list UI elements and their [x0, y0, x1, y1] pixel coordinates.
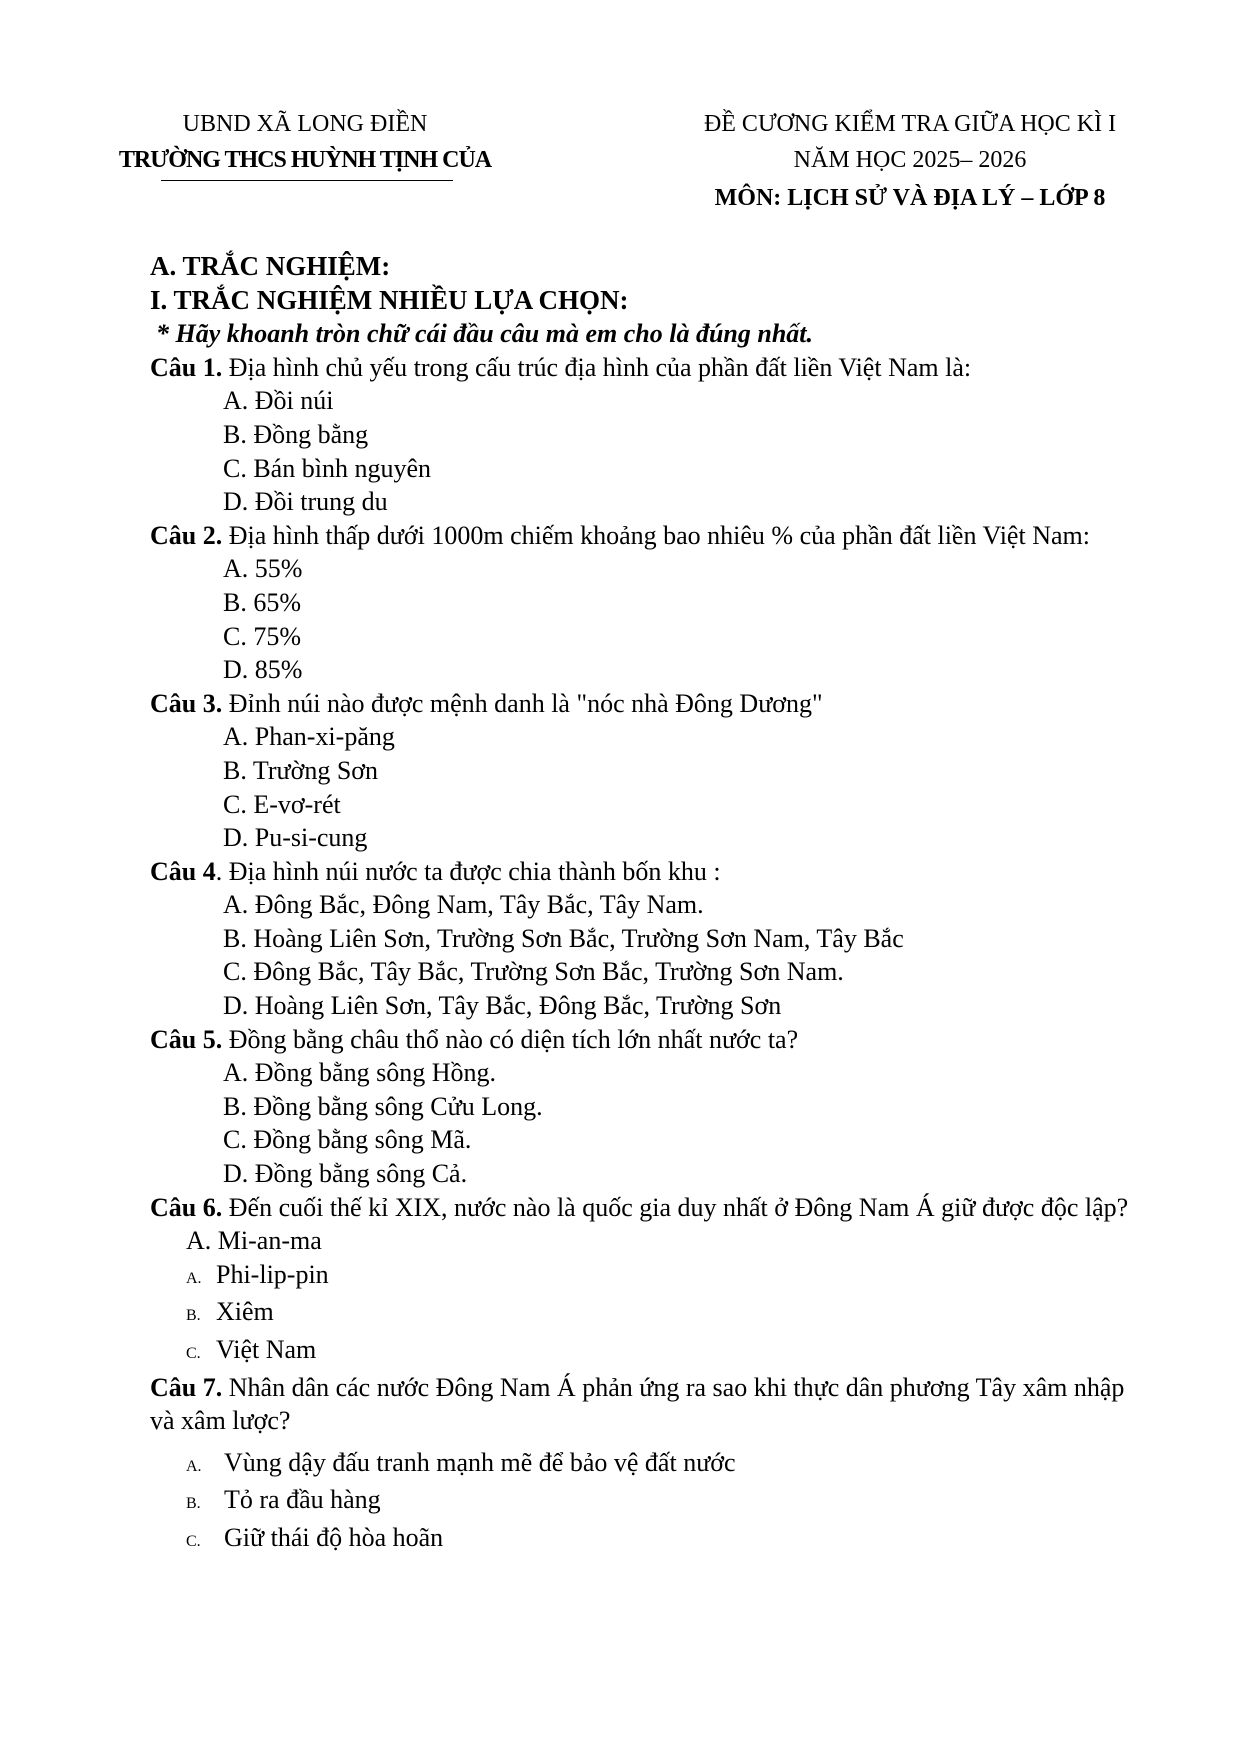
- question-label: Câu 3.: [150, 688, 223, 718]
- option: B. Trường Sơn: [223, 755, 379, 785]
- option-letter: B.: [186, 1307, 201, 1325]
- option-text: Phi-lip-pin: [216, 1259, 329, 1289]
- option: [150, 1333, 1150, 1371]
- question-1: [150, 351, 1150, 519]
- option-letter: B.: [186, 1495, 201, 1513]
- subject-title: MÔN: LỊCH SỬ VÀ ĐỊA LÝ – LỚP 8: [714, 185, 1106, 211]
- option: A. Mi-an-ma: [186, 1226, 322, 1256]
- question-label: Câu 2.: [150, 520, 223, 550]
- question-stem: . Địa hình núi nước ta được chia thành bốn khu :: [215, 856, 721, 886]
- section-a-heading: A. TRẮC NGHIỆM:: [150, 251, 391, 281]
- option-text: Tỏ ra đầu hàng: [224, 1485, 381, 1515]
- option-letter: C.: [186, 1532, 201, 1550]
- question-5: [150, 1023, 1150, 1191]
- question-text: [150, 1023, 1150, 1057]
- question-label: Câu 5.: [150, 1024, 223, 1054]
- question-text: [150, 1191, 1150, 1225]
- question-label: Câu 6.: [150, 1192, 223, 1222]
- document-title: ĐỀ CƯƠNG KIỂM TRA GIỮA HỌC KÌ I: [703, 111, 1117, 137]
- question-text: [150, 1371, 1150, 1438]
- option-text: Xiêm: [216, 1297, 274, 1327]
- question-7: [150, 1371, 1150, 1559]
- question-stem: Đồng bằng châu thổ nào có diện tích lớn nhất nước ta?: [222, 1024, 799, 1054]
- option: [150, 1521, 1150, 1559]
- school-year: NĂM HỌC 2025– 2026: [793, 147, 1027, 173]
- document-body: [150, 250, 1150, 1559]
- option: [150, 1446, 1150, 1484]
- option-letter: C.: [186, 1345, 201, 1362]
- question-label: Câu 4: [150, 856, 216, 886]
- option: D. Pu-si-cung: [223, 823, 368, 853]
- school-name: TRƯỜNG THCS HUỲNH TỊNH CỦA: [118, 147, 492, 173]
- option: C. E-vơ-rét: [223, 789, 341, 819]
- question-3: [150, 687, 1150, 855]
- option: D. Đồng bằng sông Cả.: [223, 1159, 468, 1189]
- question-stem: Đỉnh núi nào được mệnh danh là "nóc nhà Đông Dương": [222, 688, 823, 718]
- option-letter: A.: [186, 1269, 202, 1287]
- option: C. Đồng bằng sông Mã.: [223, 1125, 472, 1155]
- question-text: [150, 855, 1150, 889]
- option-text: Vùng dậy đấu tranh mạnh mẽ để bảo vệ đất nước: [224, 1447, 736, 1477]
- option-text: Giữ thái độ hòa hoãn: [224, 1522, 444, 1552]
- question-label: Câu 1.: [150, 352, 223, 382]
- option: [150, 1258, 1150, 1296]
- option: B. Hoàng Liên Sơn, Trường Sơn Bắc, Trường Sơn Nam, Tây Bắc: [223, 923, 904, 953]
- option: A. Đồi núi: [223, 386, 334, 416]
- option: C. Bán bình nguyên: [223, 453, 431, 483]
- section-i-heading: I. TRẮC NGHIỆM NHIỀU LỰA CHỌN:: [150, 284, 629, 315]
- option: C. 75%: [223, 621, 301, 651]
- option: [150, 1483, 1150, 1521]
- spacer: [150, 1438, 1150, 1446]
- question-2: [150, 519, 1150, 687]
- district-name: UBND XÃ LONG ĐIỀN: [182, 111, 428, 137]
- option-text: Việt Nam: [216, 1335, 317, 1364]
- option: [150, 1295, 1150, 1333]
- question-text: [150, 351, 1150, 385]
- question-stem: Nhân dân các nước Đông Nam Á phản ứng ra sao khi thực dân phương Tây xâm nhập và xâm lược?: [150, 1372, 1125, 1436]
- option-letter: A.: [186, 1457, 202, 1475]
- option: A. Đông Bắc, Đông Nam, Tây Bắc, Tây Nam.: [223, 890, 704, 920]
- school-underline: [161, 180, 453, 181]
- option: B. Đồng bằng sông Cửu Long.: [223, 1091, 543, 1121]
- option: D. 85%: [223, 655, 303, 685]
- question-text: [150, 687, 1150, 721]
- header-left: [60, 106, 550, 181]
- option: B. 65%: [223, 587, 301, 617]
- instruction-text: * Hãy khoanh tròn chữ cái đầu câu mà em cho là đúng nhất.: [156, 319, 814, 349]
- option: A. 55%: [223, 554, 303, 584]
- option: A. Phan-xi-păng: [223, 722, 395, 752]
- question-6: [150, 1191, 1150, 1371]
- option: D. Đồi trung du: [223, 487, 388, 517]
- option: B. Đồng bằng: [223, 419, 369, 449]
- question-text: [150, 519, 1150, 553]
- header-right: [600, 106, 1220, 216]
- option: D. Hoàng Liên Sơn, Tây Bắc, Đông Bắc, Trường Sơn: [223, 991, 782, 1021]
- question-stem: Địa hình chủ yếu trong cấu trúc địa hình của phần đất liền Việt Nam là:: [222, 352, 972, 382]
- question-label: Câu 7.: [150, 1372, 223, 1402]
- question-stem: Địa hình thấp dưới 1000m chiếm khoảng bao nhiêu % của phần đất liền Việt Nam:: [222, 520, 1090, 550]
- question-stem: Đến cuối thế kỉ XIX, nước nào là quốc gia duy nhất ở Đông Nam Á giữ được độc lập?: [222, 1192, 1129, 1222]
- option: A. Đồng bằng sông Hồng.: [223, 1058, 496, 1088]
- option: C. Đông Bắc, Tây Bắc, Trường Sơn Bắc, Trường Sơn Nam.: [223, 957, 844, 987]
- question-4: [150, 855, 1150, 1023]
